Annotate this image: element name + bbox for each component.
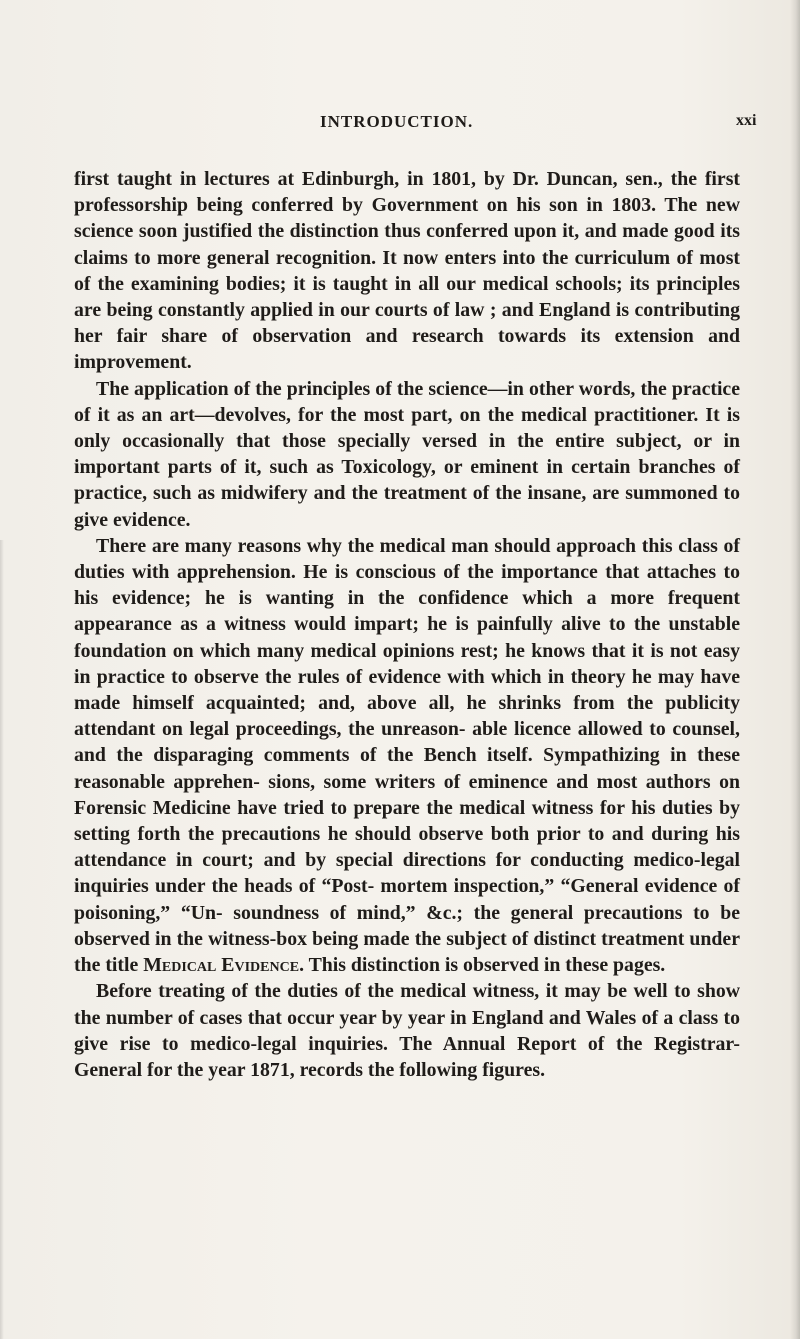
paragraph-3 [74,533,740,978]
binding-shadow [0,540,4,1339]
page-number: xxi [736,112,757,129]
paragraph-3-end: . This distinction is observed in these pages. [299,954,666,977]
paragraph-1: first taught in lectures at Edinburgh, in 1801, by Dr. Duncan, sen., the first professorship being conferred by Government on his son in 1803. The new science soon justified the distinction thus conferred upon it, and made good its claims to more general recognition. It now enters into the curriculum of most of the examining bodies; it is taught in all our medical schools; its principles are being constantly applied in our courts of law ; and England is contributing her fair share of observation and research towards its extension and improvement. [74,168,740,374]
body-text [74,166,740,1083]
page-header [0,112,800,142]
medical-evidence-title: Medical Evidence [143,954,300,977]
paragraph-2: The application of the principles of the science—in other words, the practice of it as an art—devolves, for the most part, on the medical practitioner. It is only occasionally that those specially versed in the entire subject, or in important parts of it, such as Toxicology, or eminent in certain branches of practice, such as midwifery and the treatment of the insane, are summoned to give evidence. [74,377,740,531]
page-edge-shadow [790,0,800,1339]
running-head: INTRODUCTION. [320,112,474,131]
paragraph-4: Before treating of the duties of the medical witness, it may be well to show the number of cases that occur year by year in England and Wales of a class to give rise to medico-legal inquiries. The Annual Report of the Registrar-General for the year 1871, records the following figures. [74,980,740,1081]
paragraph-3-text: There are many reasons why the medical man should approach this class of duties with apprehension. He is conscious of the importance that attaches to his evidence; he is wanting in the confidence which a more frequent appearance as a witness would impart; he is painfully alive to the unstable foundation on which many medical opinions rest; he knows that it is not easy in practice to observe the rules of evidence with which in theory he may have made himself acquainted; and, above all, he shrinks from the publicity attendant on legal proceedings, the unreason- able licence allowed to counsel, and the disparaging comments of the Bench itself. Sympathizing in these reasonable apprehen- sions, some writers of eminence and most authors on Forensic Medicine have tried to prepare the medical witness for his duties by setting forth the precautions he should observe both prior to and during his attendance in court; and by special directions for conducting medico-legal inquiries under the heads of “Post- mortem inspection,” “General evidence of poisoning,” “Un- soundness of mind,” &c.; the general precautions to be observed in the witness-box being made the subject of distinct treatment under the title [74,534,740,977]
